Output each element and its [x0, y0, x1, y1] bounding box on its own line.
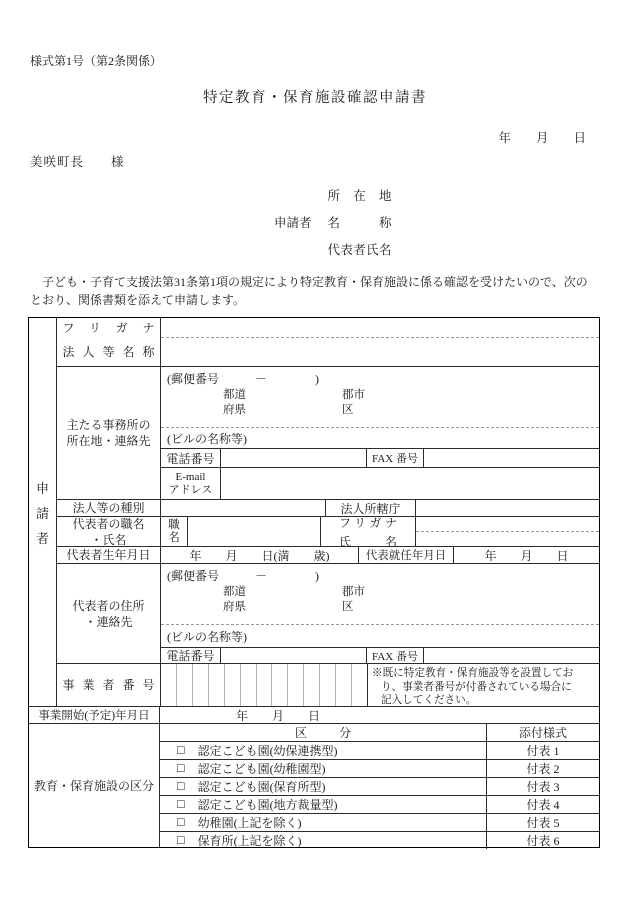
birth-date-field[interactable]: 年 月 日(満 歳) [160, 547, 358, 563]
facility-category-row [29, 723, 599, 847]
category-label-chiho-sairyo: 認定こども園(地方裁量型) [197, 798, 338, 812]
jurisdiction-field[interactable] [415, 500, 599, 516]
tel-field[interactable] [220, 449, 366, 467]
checkbox-nintei-chiho[interactable]: □ [177, 797, 185, 812]
rep-fax-label: FAX 番号 [366, 648, 423, 663]
tel-label: 電話番号 [166, 451, 215, 466]
rep-prefecture-suffix: 都道 府県 [223, 586, 246, 613]
category-column-header: 区分 [295, 726, 351, 740]
business-number-note: ※既に特定教育・保育施設等を設置してお り、事業者番号が付番されている場合に 記入してください。 [367, 664, 599, 706]
checkbox-nintei-hoikusho[interactable]: □ [177, 779, 185, 794]
category-row-hoikusho-gata [160, 777, 599, 795]
attachment-yochien: 付表 5 [486, 814, 599, 831]
rep-tel-field[interactable] [220, 648, 366, 663]
business-number-row [57, 663, 599, 706]
applicant-lines [328, 186, 392, 258]
rep-name-field[interactable] [416, 532, 599, 546]
attachment-yochien-gata: 付表 2 [486, 760, 599, 777]
checkbox-nintei-yochien[interactable]: □ [177, 761, 185, 776]
head-office-row [57, 366, 599, 499]
applicant-address-label: 所在地 [327, 189, 392, 203]
application-table [28, 317, 600, 848]
category-row-yochien [160, 813, 599, 831]
page-title: 特定教育・保育施設確認申請書 [203, 90, 427, 106]
furigana-label: フリガナ [62, 321, 155, 335]
category-row-youho [160, 741, 599, 759]
attachment-hoikusho: 付表 6 [486, 832, 599, 849]
facility-category-label: 教育・保育施設の区分 [33, 779, 154, 793]
corp-furigana-field[interactable] [161, 318, 599, 338]
start-date-field[interactable]: 年 月 日 [159, 707, 599, 723]
head-office-label: 主たる事務所の 所在地・連絡先 [66, 418, 151, 448]
application-statement [30, 274, 604, 309]
category-label-hoikusho-gata: 認定こども園(保育所型) [197, 780, 326, 794]
category-row-hoikusho [160, 831, 599, 849]
start-date-label: 事業開始(予定)年月日 [38, 710, 150, 722]
date-line: 年 月 日 [498, 131, 586, 145]
rep-address-label: 代表者の住所 ・連絡先 [72, 598, 145, 629]
corp-name-label: 法人等名称 [62, 345, 155, 359]
corp-name-field[interactable] [161, 338, 599, 366]
start-date-row [29, 706, 599, 723]
rep-building-name-label: (ビルの名称等) [167, 629, 247, 644]
corp-type-field[interactable] [160, 500, 325, 516]
city-suffix: 郡市 区 [342, 389, 365, 416]
inauguration-date-field[interactable]: 年 月 日 [453, 547, 599, 563]
category-row-yochien-gata [160, 759, 599, 777]
head-office-address-field[interactable] [161, 367, 599, 428]
rep-city-suffix: 郡市 区 [342, 586, 365, 613]
corp-type-label: 法人等の種別 [72, 501, 145, 515]
category-label-yochien: 幼稚園(上記を除く) [197, 816, 302, 830]
rep-building-name-field[interactable] [161, 625, 599, 647]
rep-name-label-cell [320, 515, 415, 549]
checkbox-nintei-youho[interactable]: □ [177, 743, 185, 758]
rep-postal-code-label: (郵便番号 － ) [167, 569, 319, 583]
postal-code-label: (郵便番号 － ) [167, 372, 319, 386]
job-title-field[interactable] [187, 517, 320, 546]
statement-line-1: 子ども・子育て支援法第31条第1項の規定により特定教育・保育施設に係る確認を受けたいので、次の [30, 275, 588, 289]
rep-address-row [57, 563, 599, 663]
fax-label: FAX 番号 [366, 449, 423, 467]
job-title-label: 職 名 [160, 517, 187, 546]
corp-type-row [57, 499, 599, 516]
category-label-hoikusho: 保育所(上記を除く) [197, 834, 302, 848]
birth-date-label: 代表者生年月日 [66, 548, 151, 562]
rep-furigana-field[interactable] [416, 517, 599, 532]
applicant-side-label: 申 請 者 [35, 480, 49, 546]
applicant-name-label: 名 称 [327, 216, 392, 230]
corp-name-row [57, 318, 599, 366]
email-field[interactable] [220, 468, 599, 499]
applicant-representative-label: 代表者氏名 [327, 243, 392, 257]
fax-field[interactable] [423, 449, 599, 467]
applicant-signature-block [274, 186, 392, 258]
email-label: E-mail アドレス [168, 470, 213, 496]
applicant-group-row [29, 318, 599, 706]
rep-address-field[interactable] [161, 564, 599, 625]
rep-name-label: 氏名 [339, 534, 397, 549]
attachment-chiho-sairyo: 付表 4 [486, 796, 599, 813]
checkbox-yochien[interactable]: □ [177, 815, 185, 830]
category-label-youho: 認定こども園(幼保連携型) [197, 744, 338, 758]
rep-title-label: 代表者の職名 ・氏名 [72, 516, 145, 547]
addressee-line: 美咲町長 様 [30, 155, 125, 169]
attachment-hoikusho-gata: 付表 3 [486, 778, 599, 795]
business-number-label: 事業者番号 [62, 678, 155, 692]
inauguration-date-label: 代表就任年月日 [358, 547, 453, 563]
category-row-chiho-sairyo [160, 795, 599, 813]
rep-fax-field[interactable] [423, 648, 599, 663]
business-number-field[interactable] [160, 664, 367, 706]
rep-tel-label: 電話番号 [166, 649, 215, 663]
rep-furigana-label: フリガナ [339, 515, 397, 530]
jurisdiction-label: 法人所轄庁 [325, 500, 415, 516]
prefecture-suffix: 都道 府県 [223, 389, 246, 416]
applicant-label: 申請者 [274, 216, 312, 230]
form-number: 様式第1号（第2条関係） [30, 54, 163, 68]
attachment-column-header: 添付様式 [486, 724, 599, 741]
statement-line-2: とおり、関係書類を添えて申請します。 [30, 292, 246, 307]
rep-dates-row [57, 546, 599, 563]
category-label-yochien-gata: 認定こども園(幼稚園型) [197, 762, 326, 776]
attachment-youho: 付表 1 [486, 742, 599, 759]
rep-title-name-row [57, 515, 599, 549]
building-name-label: (ビルの名称等) [167, 431, 247, 446]
category-header-row [160, 724, 599, 741]
building-name-field[interactable] [161, 428, 599, 448]
checkbox-hoikusho[interactable]: □ [177, 833, 185, 848]
